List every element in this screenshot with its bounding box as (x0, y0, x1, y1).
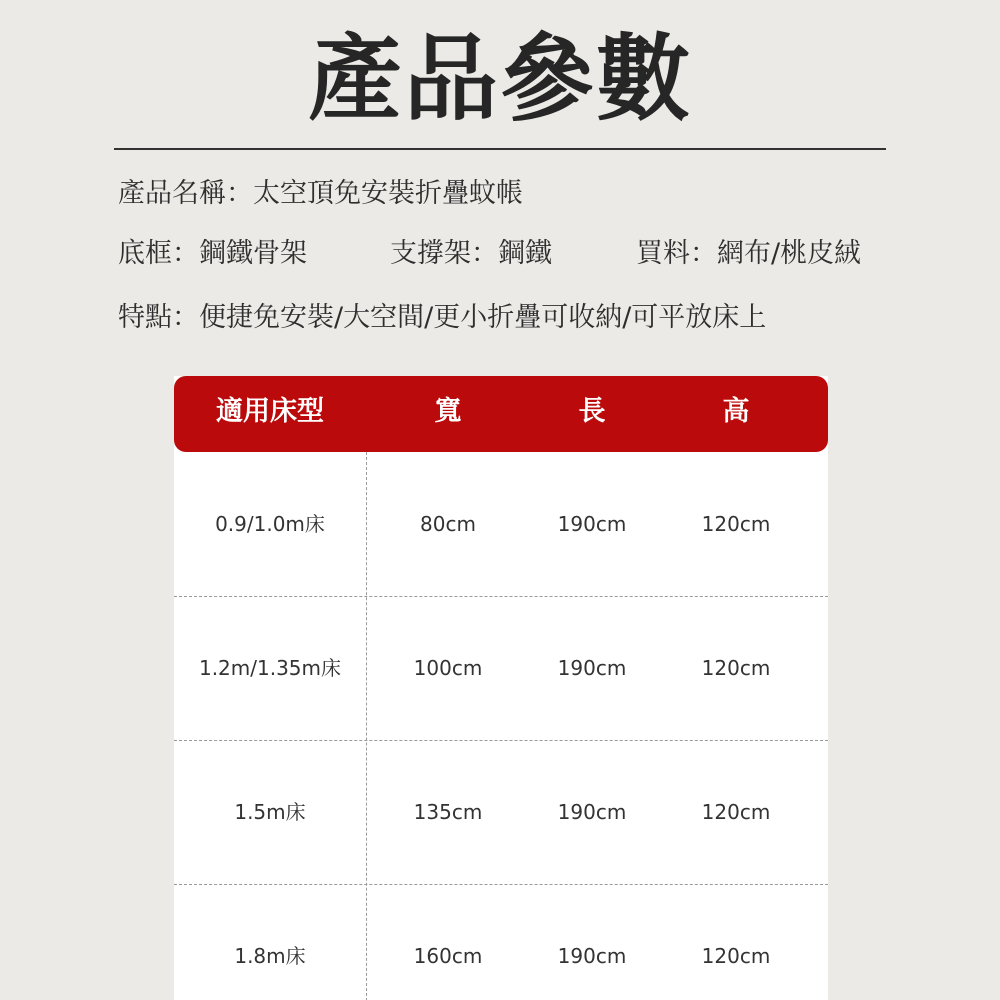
product-name-line: 產品名稱：太空頂免安裝折疊蚊帳 (118, 178, 523, 209)
height-cell: 120cm (701, 944, 771, 968)
length-cell: 190cm (557, 800, 627, 824)
header-length: 長 (578, 396, 606, 427)
bed-type-cell: 1.2m/1.35m床 (198, 656, 342, 680)
material-spec: 買料：網布/桃皮絨 (636, 238, 862, 269)
table-row (174, 452, 828, 596)
header-width: 寬 (434, 396, 462, 427)
height-cell: 120cm (701, 800, 771, 824)
title-divider (114, 148, 886, 150)
spec-row-materials (118, 234, 888, 274)
bed-type-cell: 0.9/1.0m床 (215, 512, 325, 536)
height-cell: 120cm (701, 512, 771, 536)
table-header (174, 376, 828, 452)
features-line: 特點：便捷免安裝/大空間/更小折疊可收納/可平放床上 (118, 302, 767, 333)
header-bed-type: 適用床型 (216, 396, 324, 427)
frame-spec: 底框：鋼鐵骨架 (118, 238, 307, 269)
width-cell: 135cm (413, 800, 483, 824)
table-row (174, 596, 828, 740)
length-cell: 190cm (557, 512, 627, 536)
table-row (174, 884, 828, 1000)
header-height: 高 (722, 396, 750, 427)
size-table (174, 376, 828, 1000)
bed-type-cell: 1.8m床 (234, 944, 306, 968)
width-cell: 100cm (413, 656, 483, 680)
page-title: 產品參數 (307, 25, 692, 134)
support-spec: 支撐架：鋼鐵 (390, 238, 552, 269)
table-row (174, 740, 828, 884)
height-cell: 120cm (701, 656, 771, 680)
length-cell: 190cm (557, 944, 627, 968)
width-cell: 160cm (413, 944, 483, 968)
length-cell: 190cm (557, 656, 627, 680)
width-cell: 80cm (420, 512, 476, 536)
bed-type-cell: 1.5m床 (234, 800, 306, 824)
